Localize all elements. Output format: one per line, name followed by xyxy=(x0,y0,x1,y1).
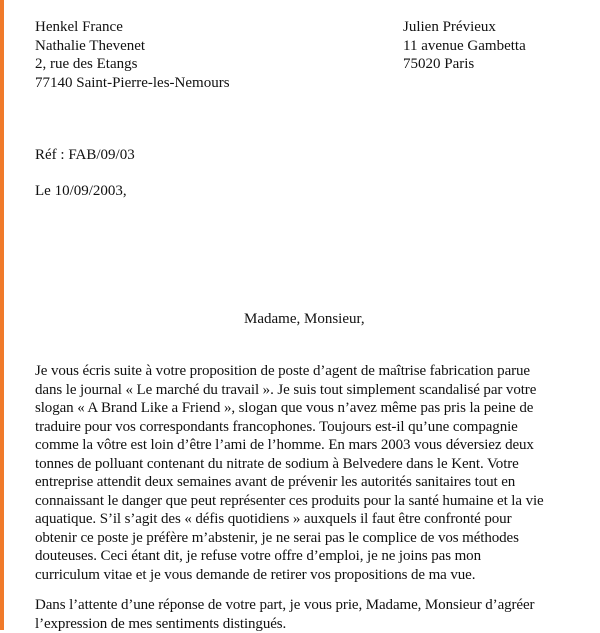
body-line: traduire pour vos correspondants francophones. Toujours est-il qu’une compagnie xyxy=(35,418,595,437)
salutation: Madame, Monsieur, xyxy=(244,310,365,328)
body-line: Je vous écris suite à votre proposition de poste d’agent de maîtrise fabrication parue xyxy=(35,362,595,381)
reference-line: Réf : FAB/09/03 xyxy=(35,146,135,164)
body-line: curriculum vitae et je vous demande de retirer vos propositions de ma vue. xyxy=(35,566,595,585)
sender-name: Nathalie Thevenet xyxy=(35,37,230,56)
body-line: slogan « A Brand Like a Friend », slogan que vous n’avez même pas pris la peine de xyxy=(35,399,595,418)
recipient-city: 75020 Paris xyxy=(403,55,526,74)
closing-line: Dans l’attente d’une réponse de votre part, je vous prie, Madame, Monsieur d’agréer xyxy=(35,596,595,615)
body-line: douteuses. Ceci étant dit, je refuse votre offre d’emploi, je ne joins pas mon xyxy=(35,547,595,566)
body-line: aquatique. S’il s’agit des « défis quotidiens » auxquels il faut être confronté pour xyxy=(35,510,595,529)
sender-street: 2, rue des Etangs xyxy=(35,55,230,74)
recipient-name: Julien Prévieux xyxy=(403,18,526,37)
date-line: Le 10/09/2003, xyxy=(35,182,127,200)
body-line: dans le journal « Le marché du travail ». Je suis tout simplement scandalisé par votre xyxy=(35,381,595,400)
letter-body xyxy=(35,362,595,584)
sender-address xyxy=(35,18,230,92)
letter-closing xyxy=(35,596,595,633)
body-line: entreprise attendit deux semaines avant de prévenir les autorités sanitaires tout en xyxy=(35,473,595,492)
recipient-street: 11 avenue Gambetta xyxy=(403,37,526,56)
body-line: connaissant le danger que peut représenter ces produits pour la santé humaine et la vie xyxy=(35,492,595,511)
recipient-address xyxy=(403,18,526,74)
sender-company: Henkel France xyxy=(35,18,230,37)
body-line: obtenir ce poste je préfère m’abstenir, je ne serai pas le complice de vos méthodes xyxy=(35,529,595,548)
closing-line: l’expression de mes sentiments distingués. xyxy=(35,615,595,633)
sender-city: 77140 Saint-Pierre-les-Nemours xyxy=(35,74,230,93)
body-line: comme la vôtre est loin d’être l’ami de l’homme. En mars 2003 vous déversiez deux xyxy=(35,436,595,455)
body-line: tonnes de polluant contenant du nitrate de sodium à Belvedere dans le Kent. Votre xyxy=(35,455,595,474)
